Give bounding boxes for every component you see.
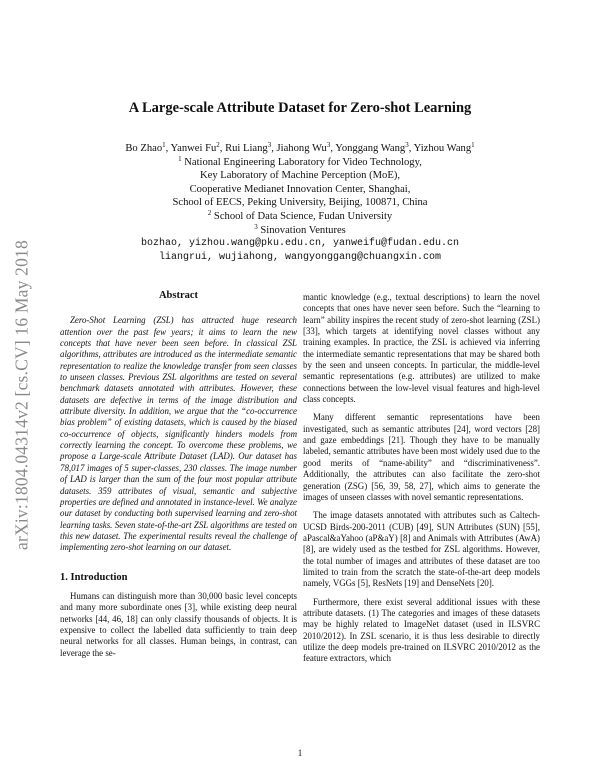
author-name: Yizhou Wang: [413, 143, 472, 154]
affiliation-mark: 1: [178, 154, 182, 163]
author-affiliation-mark: 1: [471, 141, 475, 149]
right-column: [303, 292, 540, 672]
abstract-heading: Abstract: [158, 290, 199, 301]
author-affiliation-mark: 3: [405, 141, 409, 149]
author-name: Jiahong Wu: [276, 143, 327, 154]
author-name: Yanwei Fu: [170, 143, 217, 154]
body-paragraph: The image datasets annotated with attributes such as Caltech-UCSD Birds-200-2011 (CUB) [49], SUN Attributes (SUN) [55], aPascal&aYahoo (aP&aY) [8] and Animals with Attributes (AwA) [8], are widely used as the testbed for ZSL algorithms. However, the total number of images and attributes of these dataset are too limited to train from the scratch the state-of-the-art deep models namely, VGGs [5], ResNets [19] and DenseNets [20].: [303, 510, 540, 589]
introduction-heading: 1. Introduction: [60, 571, 128, 583]
author-affiliation-mark: 3: [267, 141, 272, 149]
affiliation-line: Key Laboratory of Machine Perception (MoE),: [199, 170, 401, 182]
arxiv-identifier: arXiv:1804.04314v2 [cs.CV] 16 May 2018: [11, 240, 32, 550]
email-line: liangrui, wujiahong, wangyonggang@chuangxin.com: [158, 251, 442, 263]
affiliation-mark: 2: [207, 208, 212, 217]
author-affiliation-mark: 2: [216, 141, 220, 149]
affiliation-line: $^2$ School of Data Science, Fudan University: [207, 208, 393, 222]
body-paragraph: Many different semantic representations have been investigated, such as semantic attributes [24], word vectors [28] and gaze embeddings [21]. Though they have to be manually labeled, semantic attributes have been most widely used due to the good merits of “name-ability” and “discriminativeness”. Additionally, the attributes can also facilitate the zero-shot generation (ZSG) [56, 39, 58, 27], which aims to generate the images of unseen classes with novel semantic representations.: [303, 412, 540, 502]
left-column: [60, 290, 297, 666]
affiliation-mark: 3: [254, 222, 258, 231]
email-line: bozhao, yizhou.wang@pku.edu.cn, yanweifu@fudan.edu.cn: [140, 238, 460, 250]
author-name: Yonggang Wang: [335, 143, 406, 154]
introduction-paragraph: Humans can distinguish more than 30,000 basic level concepts and many more subordinate ones [3], while existing deep neural networks [44, 46, 18] can only classify thousands of objects. It is expensive to collect the labelled data sufficiently to train deep neural networks for all classes. Human beings, in contrast, can leverage the se-: [60, 590, 297, 658]
affiliation-line: Cooperative Medianet Innovation Center, Shanghai,: [189, 183, 411, 195]
affiliation-line: $^1$ National Engineering Laboratory for Video Technology,: [178, 154, 422, 168]
author-affiliation-mark: 1: [162, 141, 166, 149]
author-name: Bo Zhao: [125, 143, 163, 154]
author-list: Bo Zhao$^1$, Yanwei Fu$^2$, Rui Liang$^3$, Jiahong Wu$^3$, Yonggang Wang$^3$, Yizhou Wang$^1$: [125, 141, 475, 154]
abstract-text: Zero-Shot Learning (ZSL) has attracted huge research attention over the past few years; it aims to learn the new concepts that have never been seen before. In classical ZSL algorithms, attributes are introduced as the intermediate semantic representation to realize the knowledge transfer from seen classes to unseen classes. Previous ZSL algorithms are tested on several benchmark datasets annotated with attributes. However, these datasets are defective in terms of the image distribution and attribute diversity. In addition, we argue that the “co-occurrence bias problem” of existing datasets, which is caused by the biased co-occurrence of objects, significantly hinders models from correctly learning the concept. To overcome these problems, we propose a Large-scale Attribute Dataset (LAD). Our dataset has 78,017 images of 5 super-classes, 230 classes. The image number of LAD is larger than the sum of the four most popular attribute datasets. 359 attributes of visual, semantic and subjective properties are defined and annotated in instance-level. We analyze our dataset by conducting both supervised learning and zero-shot learning tasks. Seven state-of-the-art ZSL algorithms are tested on this new dataset. The experimental results reveal the challenge of implementing zero-shot learning on our dataset.: [60, 315, 297, 553]
affiliation-line: School of EECS, Peking University, Beijing, 100871, China: [172, 197, 428, 209]
affiliation-line: $^3$ Sinovation Ventures: [254, 222, 346, 236]
author-name: Rui Liang: [225, 143, 268, 154]
body-paragraph: mantic knowledge (e.g., textual descriptions) to learn the novel concepts that ones have never seen before. Such the “learning to learn” ability inspires the recent study of zero-shot learning (ZSL) [33], which targets at identifying novel classes without any training examples. In practice, the ZSL is achieved via inferring the intermediate semantic representations that may be shared both by the seen and unseen concepts. In particular, the middle-level semantic representations (e.g. attributes) are utilized to make connections between the low-level visual features and high-level class concepts.: [303, 292, 540, 405]
paper-title: A Large-scale Attribute Dataset for Zero-shot Learning: [128, 100, 472, 116]
author-block: [60, 142, 540, 264]
arxiv-sidebar: [6, 200, 38, 590]
page-number: 1: [297, 748, 303, 758]
author-affiliation-mark: 3: [326, 141, 331, 149]
body-paragraph: Furthermore, there exist several additional issues with these attribute datasets. (1) The categories and images of these datasets may be highly related to ImageNet dataset (used in ILSVRC 2010/2012). In ZSL scenario, it is thus less desirable to directly utilize the deep models pre-trained on ILSVRC 2010/2012 as the feature extractors, which: [303, 596, 540, 664]
